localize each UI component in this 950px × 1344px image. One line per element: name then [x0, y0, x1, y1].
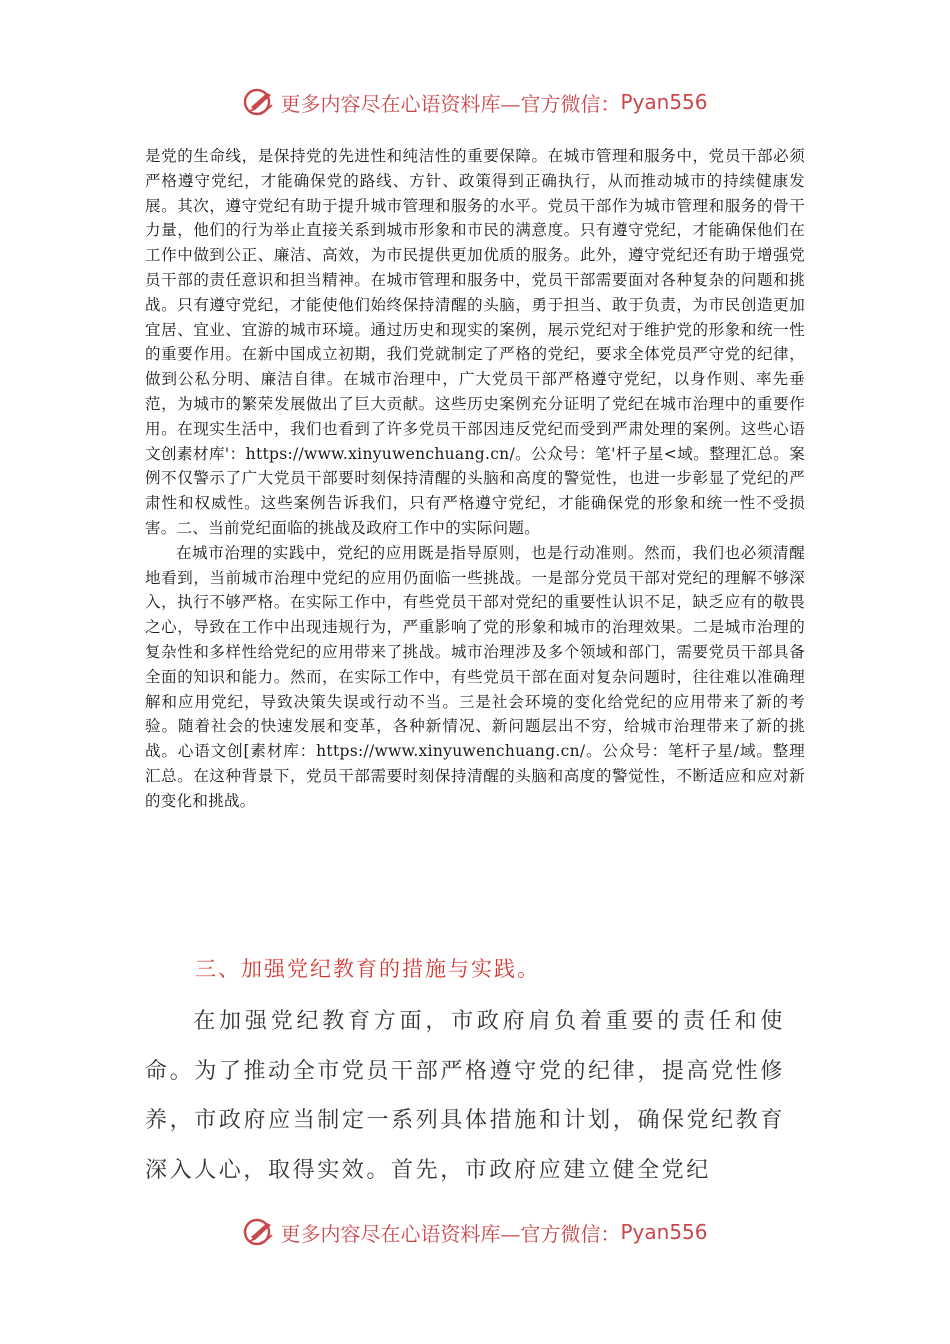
footer-banner [0, 1212, 950, 1252]
banner-text: 更多内容尽在心语资料库—官方微信： [280, 91, 621, 116]
pen-logo-icon [242, 85, 276, 119]
section-heading: 三、加强党纪教育的措施与实践。 [195, 957, 540, 981]
banner-wechat-id: Pyan556 [620, 1220, 708, 1244]
header-banner [0, 82, 950, 122]
banner-wechat-id: Pyan556 [620, 90, 708, 114]
body-text [145, 144, 805, 814]
section-paragraph: 在加强党纪教育方面，市政府肩负着重要的责任和使命。为了推动全市党员干部严格遵守党的纪律，提高党性修养，市政府应当制定一系列具体措施和计划，确保党纪教育深入人心，取得实效。首先，市政府应建立健全党纪 [145, 1009, 785, 1183]
banner-text: 更多内容尽在心语资料库—官方微信： [280, 1221, 621, 1246]
paragraph: 是党的生命线，是保持党的先进性和纯洁性的重要保障。在城市管理和服务中，党员干部必须严格遵守党纪，才能确保党的路线、方针、政策得到正确执行，从而推动城市的持续健康发展。其次，遵守党纪有助于提升城市管理和服务的水平。党员干部作为城市管理和服务的骨干力量，他们的行为举止直接关系到城市形象和市民的满意度。只有遵守党纪，才能确保他们在工作中做到公正、廉洁、高效，为市民提供更加优质的服务。此外，遵守党纪还有助于增强党员干部的责任意识和担当精神。在城市管理和服务中，党员干部需要面对各种复杂的问题和挑战。只有遵守党纪，才能使他们始终保持清醒的头脑，勇于担当、敢于负责，为市民创造更加宜居、宜业、宜游的城市环境。通过历史和现实的案例，展示党纪对于维护党的形象和统一性的重要作用。在新中国成立初期，我们党就制定了严格的党纪，要求全体党员严守党的纪律，做到公私分明、廉洁自律。在城市治理中，广大党员干部严格遵守党纪，以身作则、率先垂范，为城市的繁荣发展做出了巨大贡献。这些历史案例充分证明了党纪在城市治理中的重要作用。在现实生活中，我们也看到了许多党员干部因违反党纪而受到严肃处理的案例。这些心语文创素材库'：https://www.xinyuwenchuang.cn/。公众号：笔'杆子星<域。整理汇总。案例不仅警示了广大党员干部要时刻保持清醒的头脑和高度的警觉性，也进一步彰显了党纪的严肃性和权威性。这些案例告诉我们，只有严格遵守党纪，才能确保党的形象和统一性不受损害。二、当前党纪面临的挑战及政府工作中的实际问题。 [145, 147, 805, 537]
paragraph: 在城市治理的实践中，党纪的应用既是指导原则，也是行动准则。然而，我们也必须清醒地看到，当前城市治理中党纪的应用仍面临一些挑战。一是部分党员干部对党纪的理解不够深入，执行不够严格。在实际工作中，有些党员干部对党纪的重要性认识不足，缺乏应有的敬畏之心，导致在工作中出现违规行为，严重影响了党的形象和城市的治理效果。二是城市治理的复杂性和多样性给党纪的应用带来了挑战。城市治理涉及多个领域和部门，需要党员干部具备全面的知识和能力。然而，在实际工作中，有些党员干部在面对复杂问题时，往往难以准确理解和应用党纪，导致决策失误或行动不当。三是社会环境的变化给党纪的应用带来了新的考验。随着社会的快速发展和变革，各种新情况、新问题层出不穷，给城市治理带来了新的挑战。心语文创[素材库：https://www.xinyuwenchuang.cn/。公众号：笔杆子星/域。整理汇总。在这种背景下，党员干部需要时刻保持清醒的头脑和高度的警觉性，不断适应和应对新的变化和挑战。 [145, 543, 805, 810]
pen-logo-icon [242, 1215, 276, 1249]
